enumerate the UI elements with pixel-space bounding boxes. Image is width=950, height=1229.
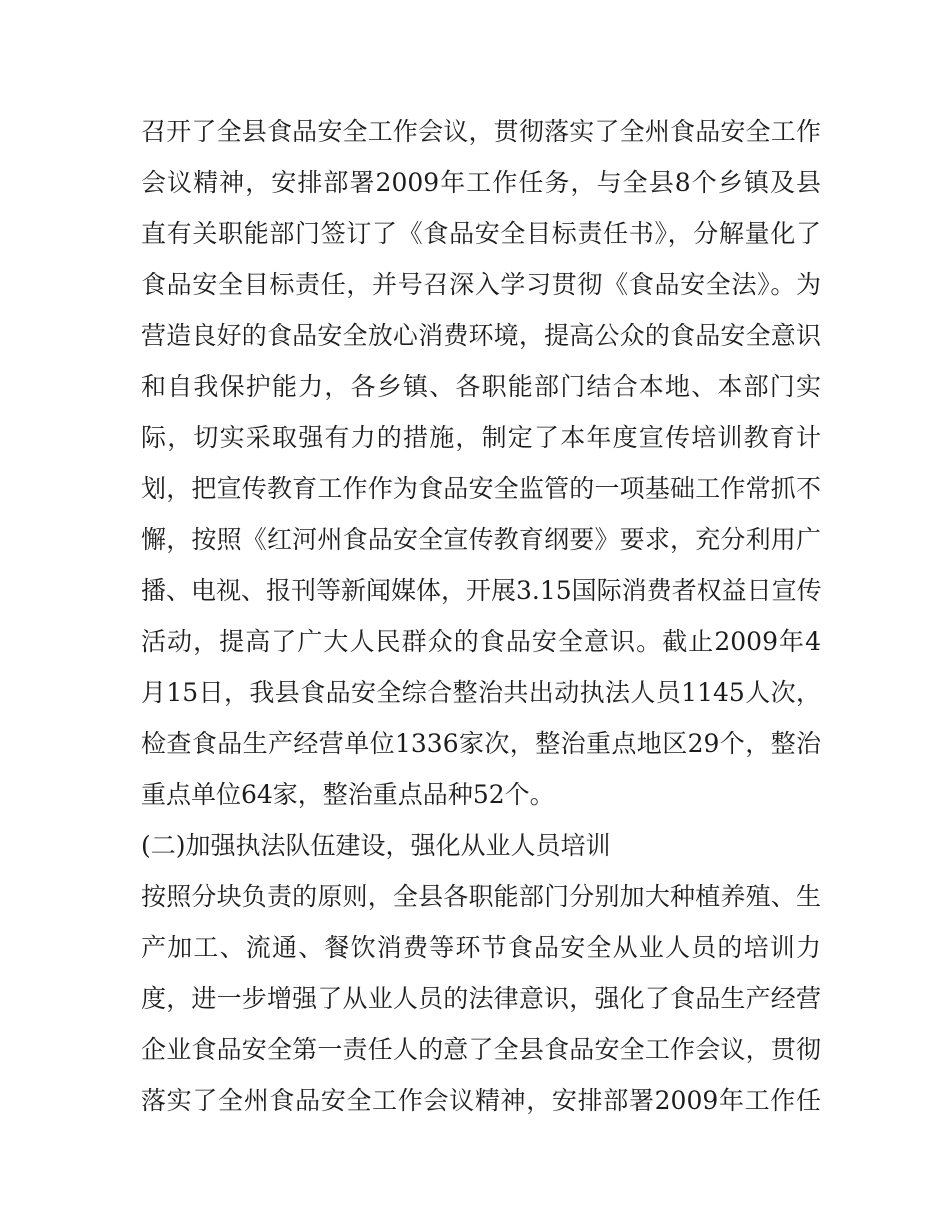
text-line: 际，切实采取强有力的措施，制定了本年度宣传培训教育计 <box>141 423 821 452</box>
text-line: 度，进一步增强了从业人员的法律意识，强化了食品生产经营 <box>141 984 821 1013</box>
text-line: 懈，按照《红河州食品安全宣传教育纲要》要求，充分利用广 <box>141 525 821 554</box>
text-line: 按照分块负责的原则，全县各职能部门分别加大种植养殖、生 <box>141 882 821 911</box>
text-line: 直有关职能部门签订了《食品安全目标责任书》，分解量化了 <box>141 219 821 248</box>
text-line: 召开了全县食品安全工作会议，贯彻落实了全州食品安全工作 <box>141 117 821 146</box>
text-line: 食品安全目标责任，并号召深入学习贯彻《食品安全法》。为 <box>141 270 821 299</box>
text-line: 和自我保护能力，各乡镇、各职能部门结合本地、本部门实 <box>141 372 821 401</box>
body-text <box>141 106 821 1126</box>
text-line: 营造良好的食品安全放心消费环境，提高公众的食品安全意识 <box>141 321 821 350</box>
text-line: 企业食品安全第一责任人的意了全县食品安全工作会议，贯彻 <box>141 1035 821 1064</box>
text-line: 产加工、流通、餐饮消费等环节食品安全从业人员的培训力 <box>141 933 821 962</box>
text-line: 重点单位64家，整治重点品种52个。 <box>141 780 555 809</box>
text-line: 划，把宣传教育工作作为食品安全监管的一项基础工作常抓不 <box>141 474 821 503</box>
text-line: 检查食品生产经营单位1336家次，整治重点地区29个，整治 <box>141 729 821 758</box>
text-line: 播、电视、报刊等新闻媒体，开展3.15国际消费者权益日宣传 <box>141 576 822 605</box>
text-line: 月15日，我县食品安全综合整治共出动执法人员1145人次， <box>141 678 821 707</box>
section-heading: (二)加强执法队伍建设，强化从业人员培训 <box>141 831 611 860</box>
text-line: 活动，提高了广大人民群众的食品安全意识。截止2009年4 <box>141 627 821 656</box>
text-line: 会议精神，安排部署2009年工作任务，与全县8个乡镇及县 <box>141 168 821 197</box>
text-line: 落实了全州食品安全工作会议精神，安排部署2009年工作任 <box>141 1086 821 1115</box>
